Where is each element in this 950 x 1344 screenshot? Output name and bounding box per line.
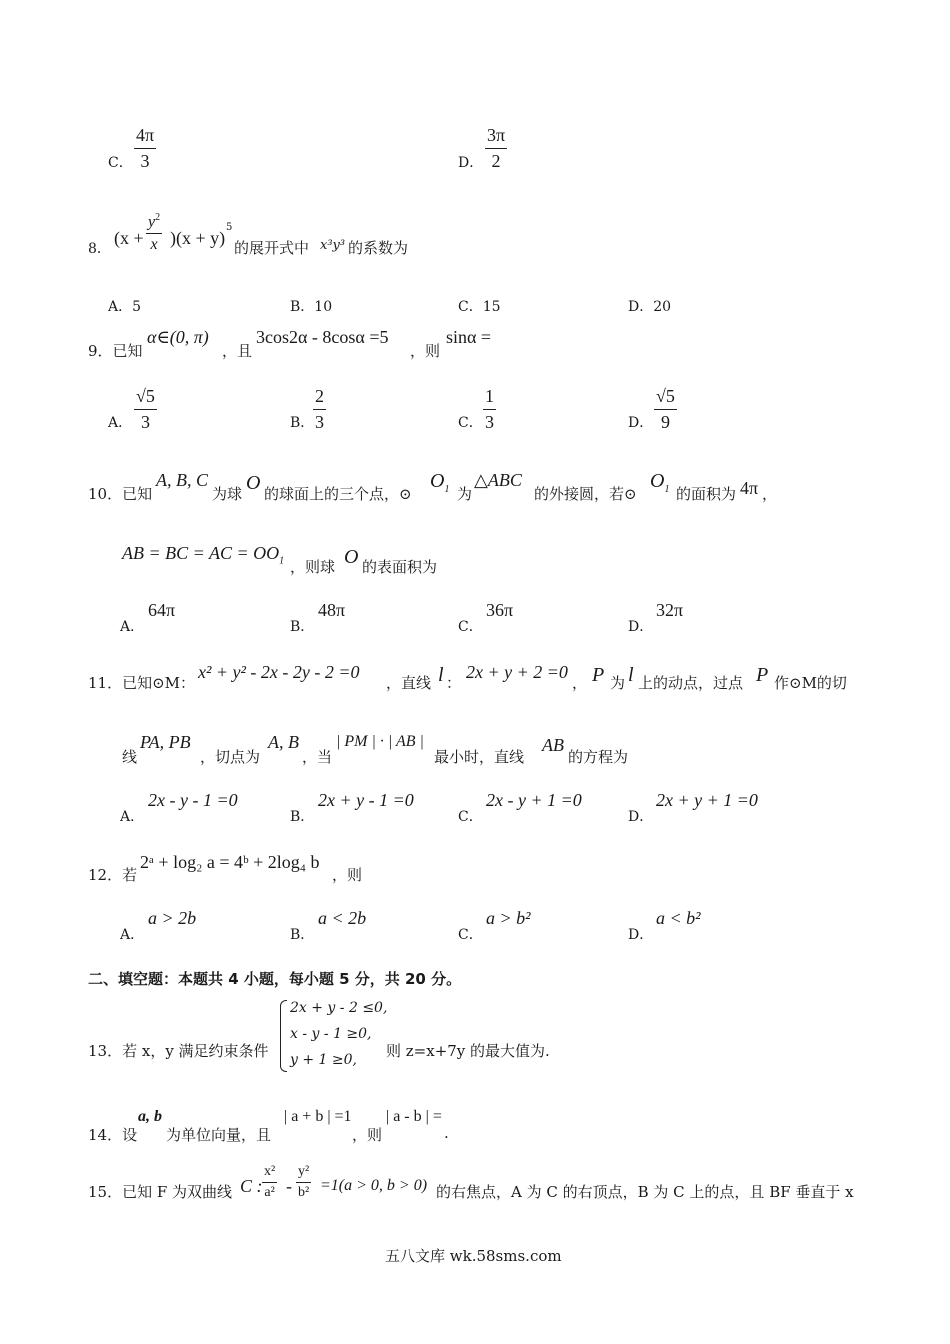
q14-ask: | a - b | =	[386, 1108, 442, 1125]
q9-option-a-fraction: √5 3	[136, 386, 155, 432]
q9-equation: 3cos2α - 8cosα =5	[256, 327, 389, 347]
q10-option-d-label: D．	[628, 619, 654, 635]
q9-text2: ，则	[410, 342, 441, 360]
q11-option-d-label: D．	[628, 809, 654, 825]
q13-brace	[280, 1000, 287, 1072]
q11-t1: ，直线	[386, 674, 432, 692]
q11-p: P	[592, 664, 605, 686]
q10-t4: 的外接圆，若⊙	[534, 485, 637, 503]
q10-option-a-label: A．	[120, 619, 145, 635]
q9-option-d-label: D．	[628, 415, 654, 431]
q11-line2-b: ，切点为	[200, 748, 261, 766]
q8-term: x³y³	[320, 238, 346, 253]
q11-t4: 上的动点，过点	[638, 674, 744, 692]
q7-option-c-fraction: 4π 3	[136, 125, 155, 171]
q8-expr-left: (x +	[114, 228, 144, 248]
q12-option-a-label: A．	[120, 927, 145, 943]
q12-option-c-value: a > b²	[486, 908, 531, 928]
q10-number: 10．已知	[88, 485, 153, 503]
q8-text: 的展开式中	[234, 239, 310, 257]
q10-line2-t: ，则球	[290, 558, 336, 576]
q10-triangle: △ABC	[474, 470, 522, 490]
q15-c: C :	[240, 1176, 263, 1196]
q9-option-d-fraction: √5 9	[656, 386, 675, 432]
q14-condition: | a + b | =1	[284, 1108, 352, 1125]
q10-o1-b: $O_1$	[650, 470, 670, 495]
q11-t2: ，	[572, 674, 588, 692]
q11-option-b-label: B．	[290, 809, 315, 825]
q11-line: 2x + y + 2 =0	[466, 662, 568, 682]
q11-option-c-value: 2x - y + 1 =0	[486, 790, 582, 810]
q8-option-d: D．20	[628, 299, 672, 315]
q12-number: 12．若	[88, 866, 138, 884]
q7-option-d-label: D．	[458, 155, 484, 171]
q11-t5: 作⊙M的切	[774, 674, 847, 692]
q8-option-b: B．10	[290, 299, 333, 315]
q11-tangents: PA, PB	[140, 732, 191, 752]
q10-option-c-label: C．	[458, 619, 483, 635]
q12-t: ，则	[332, 866, 363, 884]
q15-rest: =1(a > 0, b > 0)	[320, 1177, 428, 1194]
q11-ab: A, B	[268, 732, 299, 752]
q13-number: 13．若 x，y 满足约束条件	[88, 1042, 269, 1060]
q12-equation: 2ᵃ + log₂ a = 4ᵇ + 2log₄ b	[140, 852, 320, 872]
q11-circle: x² + y² - 2x - 2y - 2 =0	[198, 662, 360, 682]
q11-l: l	[438, 664, 444, 686]
q8-exponent: 5	[226, 222, 233, 233]
q11-line2-c: ，当	[302, 748, 333, 766]
q10-option-b-label: B．	[290, 619, 315, 635]
q14-t2: ，则	[352, 1126, 383, 1144]
q11-option-c-label: C．	[458, 809, 483, 825]
q13-constraint-3: y + 1 ≥0,	[290, 1052, 357, 1068]
q11-colon: ：	[446, 674, 462, 692]
q14-t1: 为单位向量，且	[166, 1126, 272, 1144]
q11-l2: l	[628, 664, 634, 686]
q8-option-c: C．15	[458, 299, 501, 315]
q14-t3: .	[444, 1124, 449, 1142]
q10-line2-equation: AB = BC = AC = $OO_1$	[122, 543, 285, 567]
q11-line2-d: 最小时，直线	[434, 748, 525, 766]
q11-option-d-value: 2x + y + 1 =0	[656, 790, 758, 810]
q9-condition: α∈(0, π)	[147, 327, 209, 347]
q10-o1: $O_1$	[430, 470, 450, 495]
q10-t2: 的球面上的三个点，⊙	[264, 485, 412, 503]
q13-text: 则 z=x+7y 的最大值为.	[386, 1042, 550, 1060]
q10-option-c-value: 36π	[486, 600, 514, 620]
q12-option-a-value: a > 2b	[148, 908, 197, 928]
q12-option-d-value: a < b²	[656, 908, 701, 928]
q8-number: 8．	[88, 241, 111, 257]
q8-option-a: A．5	[108, 299, 142, 315]
q12-option-d-label: D．	[628, 927, 654, 943]
q11-ab2: AB	[542, 735, 564, 755]
q8-fraction: $y^2$ x	[148, 212, 161, 254]
section-heading: 二、填空题：本题共 4 小题，每小题 5 分，共 20 分。	[88, 970, 462, 988]
q10-line2-o: O	[344, 546, 359, 568]
q10-points: A, B, C	[156, 470, 208, 490]
q9-option-a-label: A．	[108, 415, 133, 431]
q11-option-a-value: 2x - y - 1 =0	[148, 790, 238, 810]
q14-number: 14．设	[88, 1126, 138, 1144]
q9-option-c-label: C．	[458, 415, 483, 431]
q10-t5: 的面积为	[676, 485, 737, 503]
q10-option-d-value: 32π	[656, 600, 684, 620]
q12-option-b-value: a < 2b	[318, 908, 367, 928]
q10-option-b-value: 48π	[318, 600, 346, 620]
q12-option-b-label: B．	[290, 927, 315, 943]
q14-ab: a, b	[138, 1108, 162, 1125]
q8-text2: 的系数为	[348, 239, 409, 257]
q11-product: | PM | · | AB |	[336, 733, 424, 750]
q9-number: 9．已知	[88, 342, 143, 360]
q10-t3: 为	[457, 485, 473, 503]
q12-option-c-label: C．	[458, 927, 483, 943]
q10-option-a-value: 64π	[148, 600, 176, 620]
q10-line2-t2: 的表面积为	[362, 558, 438, 576]
q10-t1: 为球	[212, 485, 243, 503]
q10-area: 4π	[740, 478, 759, 498]
q15-fraction-y: y² b²	[298, 1164, 310, 1200]
q8-expr-right: )(x + y)	[170, 228, 226, 248]
q7-option-d-fraction: 3π 2	[487, 125, 506, 171]
q9-option-b-label: B．	[290, 415, 315, 431]
q9-option-c-fraction: 1 3	[485, 386, 494, 432]
q9-text1: ，且	[222, 342, 253, 360]
q15-fraction-x: x² a²	[264, 1164, 276, 1200]
q11-line2-e: 的方程为	[568, 748, 629, 766]
q15-number: 15．已知 F 为双曲线	[88, 1183, 233, 1201]
q9-ask: sinα =	[446, 327, 492, 347]
q11-t3: 为	[610, 674, 626, 692]
q10-o: O	[246, 472, 261, 494]
q7-option-c-label: C．	[108, 155, 133, 171]
q10-t6: ，	[762, 485, 778, 503]
q15-text: 的右焦点，A 为 C 的右顶点，B 为 C 上的点，且 BF 垂直于 x	[436, 1183, 854, 1201]
q11-option-a-label: A．	[120, 809, 145, 825]
q13-constraint-1: 2x + y - 2 ≤0,	[290, 1000, 388, 1016]
q9-option-b-fraction: 2 3	[315, 386, 324, 432]
q11-p2: P	[756, 664, 769, 686]
q11-option-b-value: 2x + y - 1 =0	[318, 790, 414, 810]
q13-constraint-2: x - y - 1 ≥0,	[290, 1026, 372, 1042]
q15-minus: -	[286, 1176, 292, 1196]
footer-watermark: 五八文库 wk.58sms.com	[385, 1247, 562, 1265]
q11-number: 11．已知⊙M：	[88, 674, 196, 692]
q11-line2-a: 线	[122, 748, 138, 766]
